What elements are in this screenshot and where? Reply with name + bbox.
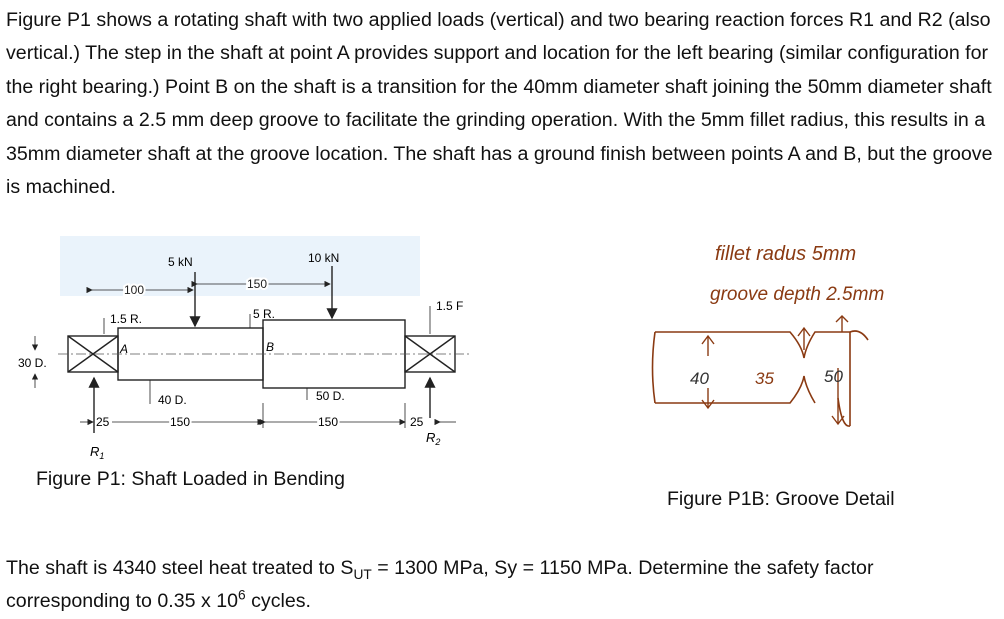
dim-100-label: 100	[124, 283, 145, 297]
figure-p1-caption: Figure P1: Shaft Loaded in Bending	[36, 468, 345, 490]
problem-statement: Figure P1 shows a rotating shaft with two applied loads (vertical) and two bearing reaction forces R1 and R2 (also vertical.) The step in the shaft at point A provides support and location for the left bearing (similar configuration for the right bearing.) Point B on the shaft is a transition for the 40mm diameter shaft joining the 50mm diameter shaft and contains a 2.5 mm deep groove to facilitate the grinding operation. With the 5mm fillet radius, this results in a 35mm diameter shaft at the groove location. The shaft has a ground finish between points A and B, but the groove is machined.	[6, 9, 993, 199]
dia-40-note: 40	[690, 369, 709, 388]
question-text: The shaft is 4340 steel heat treated to $S_{UT} = 1300$ MPa, Sy = 1150 MPa. Determine the safety factor corresponding to 0.35 x $10^6$ cycles.	[6, 557, 874, 613]
dim-25-left-label: 25	[96, 415, 110, 429]
dim-150-right-label: 150	[318, 415, 339, 429]
dim-25-right-label: 25	[410, 415, 424, 429]
load-10kn-label: 10 kN	[308, 251, 340, 265]
fillet-right-label: 1.5 F	[436, 299, 464, 313]
dia-50-note: 50	[824, 367, 843, 386]
r1-label: $R_1$	[90, 444, 105, 461]
fillet-note: fillet radus 5mm	[715, 243, 857, 265]
dia-50-label: 50 D.	[316, 389, 345, 403]
r2-label: $R_2$	[426, 430, 441, 447]
point-a-label: A	[120, 342, 129, 356]
watermark-bg	[60, 236, 420, 296]
load-5kn-label: 5 kN	[168, 255, 193, 269]
shaft-diagram	[0, 228, 480, 468]
point-b-label: B	[266, 340, 275, 354]
groove-detail-sketch	[620, 228, 980, 468]
figure-p1b-caption: Figure P1B: Groove Detail	[667, 488, 895, 510]
dia-40-label: 40 D.	[158, 393, 187, 407]
figure-p1b	[620, 228, 980, 468]
fillet-left-label: 1.5 R.	[110, 312, 143, 326]
groove-note: groove depth 2.5mm	[710, 284, 885, 305]
dim-150-left-label: 150	[170, 415, 191, 429]
dia-35-note: 35	[755, 369, 774, 388]
figure-p1	[0, 228, 480, 468]
dim-150-top-label: 150	[247, 277, 268, 291]
dia-30-label: 30 D.	[18, 356, 47, 370]
fillet-mid-label: 5 R.	[253, 307, 276, 321]
